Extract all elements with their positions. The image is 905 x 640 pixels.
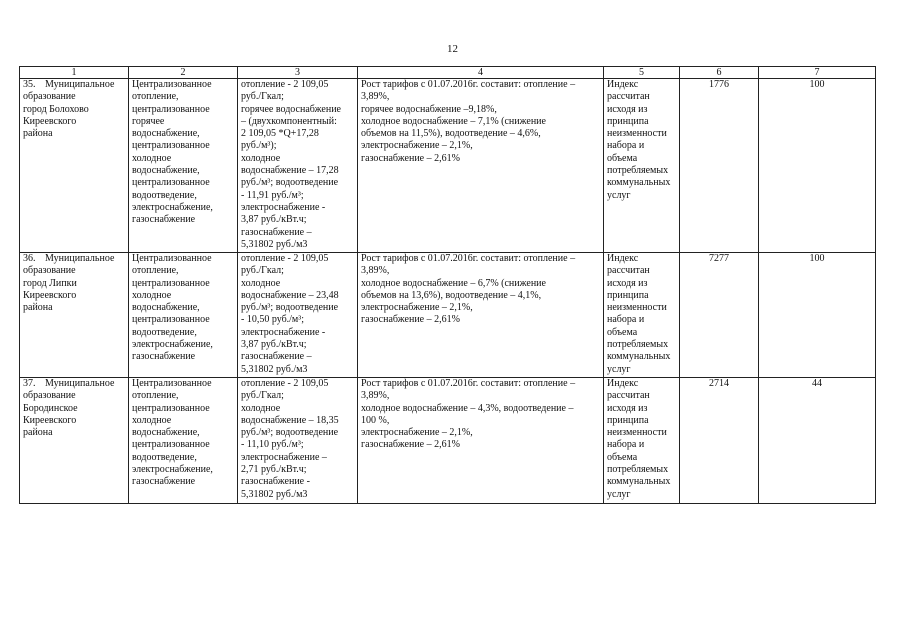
- header-cell-5: 5: [604, 67, 680, 79]
- header-cell-4: 4: [358, 67, 604, 79]
- tariffs-cell: отопление - 2 109,05 руб./Гкал; холодное водоснабжение – 18,35 руб./м³; водоотведение - 11,10 руб./м³; электроснабжение – 2,71 руб./кВт.ч; газоснабжение - 5,31802 руб./м3: [238, 378, 358, 504]
- services-cell: Централизованное отопление, централизованное холодное водоснабжение, централизованное водоотведение, электроснабжение, газоснабжение: [129, 253, 238, 378]
- row-number: 36.: [23, 253, 36, 264]
- growth-cell: Рост тарифов с 01.07.2016г. составит: отопление – 3,89%, горячее водоснабжение –9,18%, холодное водоснабжение – 7,1% (снижение объемов на 11,5%), водоотведение – 4,6%, электроснабжение – 2,1%, газоснабжение – 2,61%: [358, 79, 604, 253]
- col6-cell: 2714: [680, 378, 759, 504]
- tariff-table: [19, 66, 876, 504]
- row-number: 37.: [23, 378, 36, 389]
- tariffs-cell: отопление - 2 109,05 руб./Гкал; горячее водоснабжение – (двухкомпонентный: 2 109,05 *Q+17,28 руб./м³); холодное водоснабжение – 17,28 руб./м³; водоотведение - 11,91 руб./м³; электроснабжение - 3,87 руб./кВт.ч; газоснабжение – 5,31802 руб./м3: [238, 79, 358, 253]
- services-cell: Централизованное отопление, централизованное горячее водоснабжение, централизованное холодное водоснабжение, централизованное водоотведение, электроснабжение, газоснабжение: [129, 79, 238, 253]
- municipality-name: Муниципальное образование город Липки Киреевского района: [23, 253, 115, 314]
- col7-cell: 100: [759, 253, 876, 378]
- header-cell-3: 3: [238, 67, 358, 79]
- header-cell-2: 2: [129, 67, 238, 79]
- col7-cell: 44: [759, 378, 876, 504]
- index-cell: Индекс рассчитан исходя из принципа неизменности набора и объема потребляемых коммунальных услуг: [604, 253, 680, 378]
- col6-cell: 1776: [680, 79, 759, 253]
- table-row: [20, 253, 876, 378]
- services-cell: Централизованное отопление, централизованное холодное водоснабжение, централизованное водоотведение, электроснабжение, газоснабжение: [129, 378, 238, 504]
- index-cell: Индекс рассчитан исходя из принципа неизменности набора и объема потребляемых коммунальных услуг: [604, 79, 680, 253]
- growth-cell: Рост тарифов с 01.07.2016г. составит: отопление – 3,89%, холодное водоснабжение – 4,3%, водоотведение – 100 %, электроснабжение – 2,1%, газоснабжение – 2,61%: [358, 378, 604, 504]
- municipality-cell: [20, 253, 129, 378]
- municipality-cell: [20, 79, 129, 253]
- municipality-name: Муниципальное образование Бородинское Киреевского района: [23, 378, 115, 439]
- header-cell-7: 7: [759, 67, 876, 79]
- page-number: 12: [447, 43, 458, 55]
- header-cell-6: 6: [680, 67, 759, 79]
- table-row: [20, 378, 876, 504]
- table-header-row: [20, 67, 876, 79]
- index-cell: Индекс рассчитан исходя из принципа неизменности набора и объема потребляемых коммунальных услуг: [604, 378, 680, 504]
- row-number: 35.: [23, 79, 36, 90]
- col7-cell: 100: [759, 79, 876, 253]
- header-cell-1: 1: [20, 67, 129, 79]
- table-row: [20, 79, 876, 253]
- municipality-cell: [20, 378, 129, 504]
- col6-cell: 7277: [680, 253, 759, 378]
- growth-cell: Рост тарифов с 01.07.2016г. составит: отопление – 3,89%, холодное водоснабжение – 6,7% (снижение объемов на 13,6%), водоотведение – 4,1%, электроснабжение – 2,1%, газоснабжение – 2,61%: [358, 253, 604, 378]
- tariffs-cell: отопление - 2 109,05 руб./Гкал; холодное водоснабжение – 23,48 руб./м³; водоотведение - 10,50 руб./м³; электроснабжение - 3,87 руб./кВт.ч; газоснабжение – 5,31802 руб./м3: [238, 253, 358, 378]
- municipality-name: Муниципальное образование город Болохово Киреевского района: [23, 79, 115, 140]
